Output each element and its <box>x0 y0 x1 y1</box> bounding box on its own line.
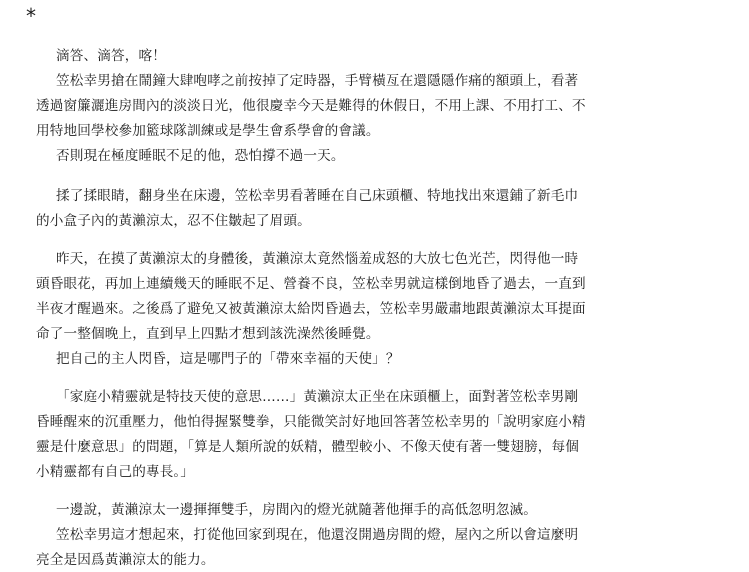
text-line: 「家庭小精靈就是特技天使的意思……」黃瀨涼太正坐在床頭櫃上，面對著笠松幸男剛 <box>56 389 579 405</box>
text-line: 把自己的主人閃昏，這是哪門子的「帶來幸福的天使」？ <box>56 351 400 367</box>
text-line: 笠松幸男搶在鬧鐘大肆咆哮之前按掉了定時器，手臂橫亙在還隱隱作痛的額頭上，看著 <box>56 73 579 89</box>
text-line: 的小盒子內的黃瀨涼太，忍不住皺起了眉頭。 <box>36 213 311 229</box>
text-line: 滴答、滴答，喀！ <box>56 48 166 64</box>
text-line: 昨天，在摸了黃瀨涼太的身體後，黃瀨涼太竟然惱羞成怒的大放七色光芒，閃得他一時 <box>56 251 579 267</box>
text-line: 亮全是因爲黃瀨涼太的能力。 <box>36 552 215 568</box>
text-line: 靈是什麼意思」的問題，「算是人類所說的妖精，體型較小、不像天使有著一雙翅膀，每個 <box>36 439 579 455</box>
text-line: 昏睡醒來的沉重壓力，他怕得握緊雙拳，只能微笑討好地回答著笠松幸男的「說明家庭小精 <box>36 414 586 430</box>
text-line: 一邊說，黃瀨涼太一邊揮揮雙手，房間內的燈光就隨著他揮手的高低忽明忽滅。 <box>56 502 538 518</box>
text-line: 透過窗簾灑進房間內的淡淡日光，他很慶幸今天是難得的休假日，不用上課、不用打工、不 <box>36 98 586 114</box>
text-line: 揉了揉眼睛，翻身坐在床邊，笠松幸男看著睡在自己床頭櫃、特地找出來還鋪了新毛巾 <box>56 188 579 204</box>
text-line: 頭昏眼花，再加上連續幾天的睡眠不足、營養不良，笠松幸男就這樣倒地昏了過去，一直到 <box>36 276 586 292</box>
text-line: 命了一整個晚上，直到早上四點才想到該洗澡然後睡覺。 <box>36 326 380 342</box>
text-line: 半夜才醒過來。之後爲了避免又被黃瀨涼太給閃昏過去，笠松幸男嚴肅地跟黃瀨涼太耳提面 <box>36 301 586 317</box>
text-line: 用特地回學校參加籃球隊訓練或是學生會系學會的會議。 <box>36 123 380 139</box>
text-line: 笠松幸男這才想起來，打從他回家到現在，他還沒開過房間的燈，屋內之所以會這麼明 <box>56 527 579 543</box>
section-marker: * <box>26 4 36 28</box>
text-line: 小精靈都有自己的專長。」 <box>36 464 195 480</box>
text-line: 否則現在極度睡眠不足的他，恐怕撐不過一天。 <box>56 148 345 164</box>
